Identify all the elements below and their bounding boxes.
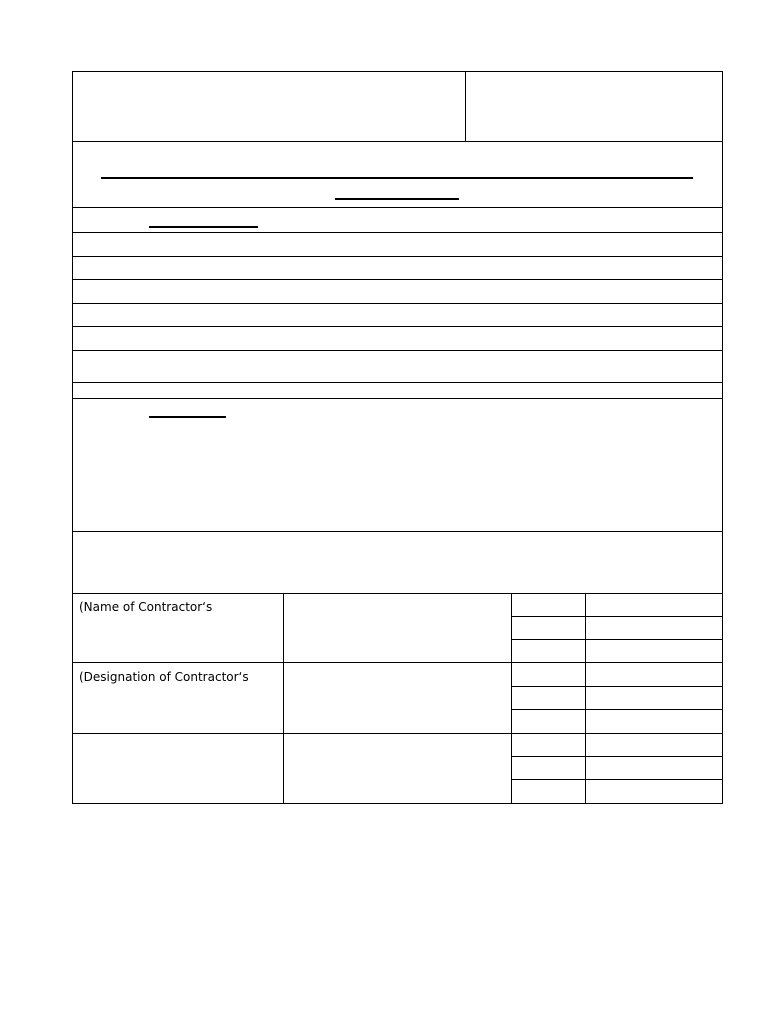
border-right <box>722 71 723 804</box>
subrow-line <box>511 686 723 687</box>
row-line <box>72 531 723 532</box>
row-line <box>72 398 723 399</box>
col-divider <box>283 593 284 804</box>
row-line <box>72 593 723 594</box>
border-left <box>72 71 73 804</box>
row-line <box>72 207 723 208</box>
subrow-line <box>511 639 723 640</box>
border-top <box>72 71 723 72</box>
subrow-line <box>511 616 723 617</box>
section-heading-underline <box>149 416 226 418</box>
contractor-designation-label: (Designation of Contractor‘s <box>79 670 249 684</box>
row-line <box>72 326 723 327</box>
row-line <box>72 382 723 383</box>
row-line <box>72 733 723 734</box>
row-line <box>72 256 723 257</box>
form-sheet <box>72 71 722 803</box>
section-heading-underline <box>149 226 258 228</box>
col-divider <box>585 593 586 804</box>
subrow-line <box>511 779 723 780</box>
header-divider <box>465 71 466 142</box>
border-bottom <box>72 803 723 804</box>
title-underline <box>101 177 693 179</box>
subtitle-underline <box>335 198 459 200</box>
col-divider <box>511 593 512 804</box>
subrow-line <box>511 756 723 757</box>
subrow-line <box>511 709 723 710</box>
row-line <box>72 350 723 351</box>
row-line <box>72 303 723 304</box>
row-line <box>72 662 723 663</box>
row-line <box>72 141 723 142</box>
row-line <box>72 279 723 280</box>
contractor-name-label: (Name of Contractor‘s <box>79 600 213 614</box>
row-line <box>72 232 723 233</box>
